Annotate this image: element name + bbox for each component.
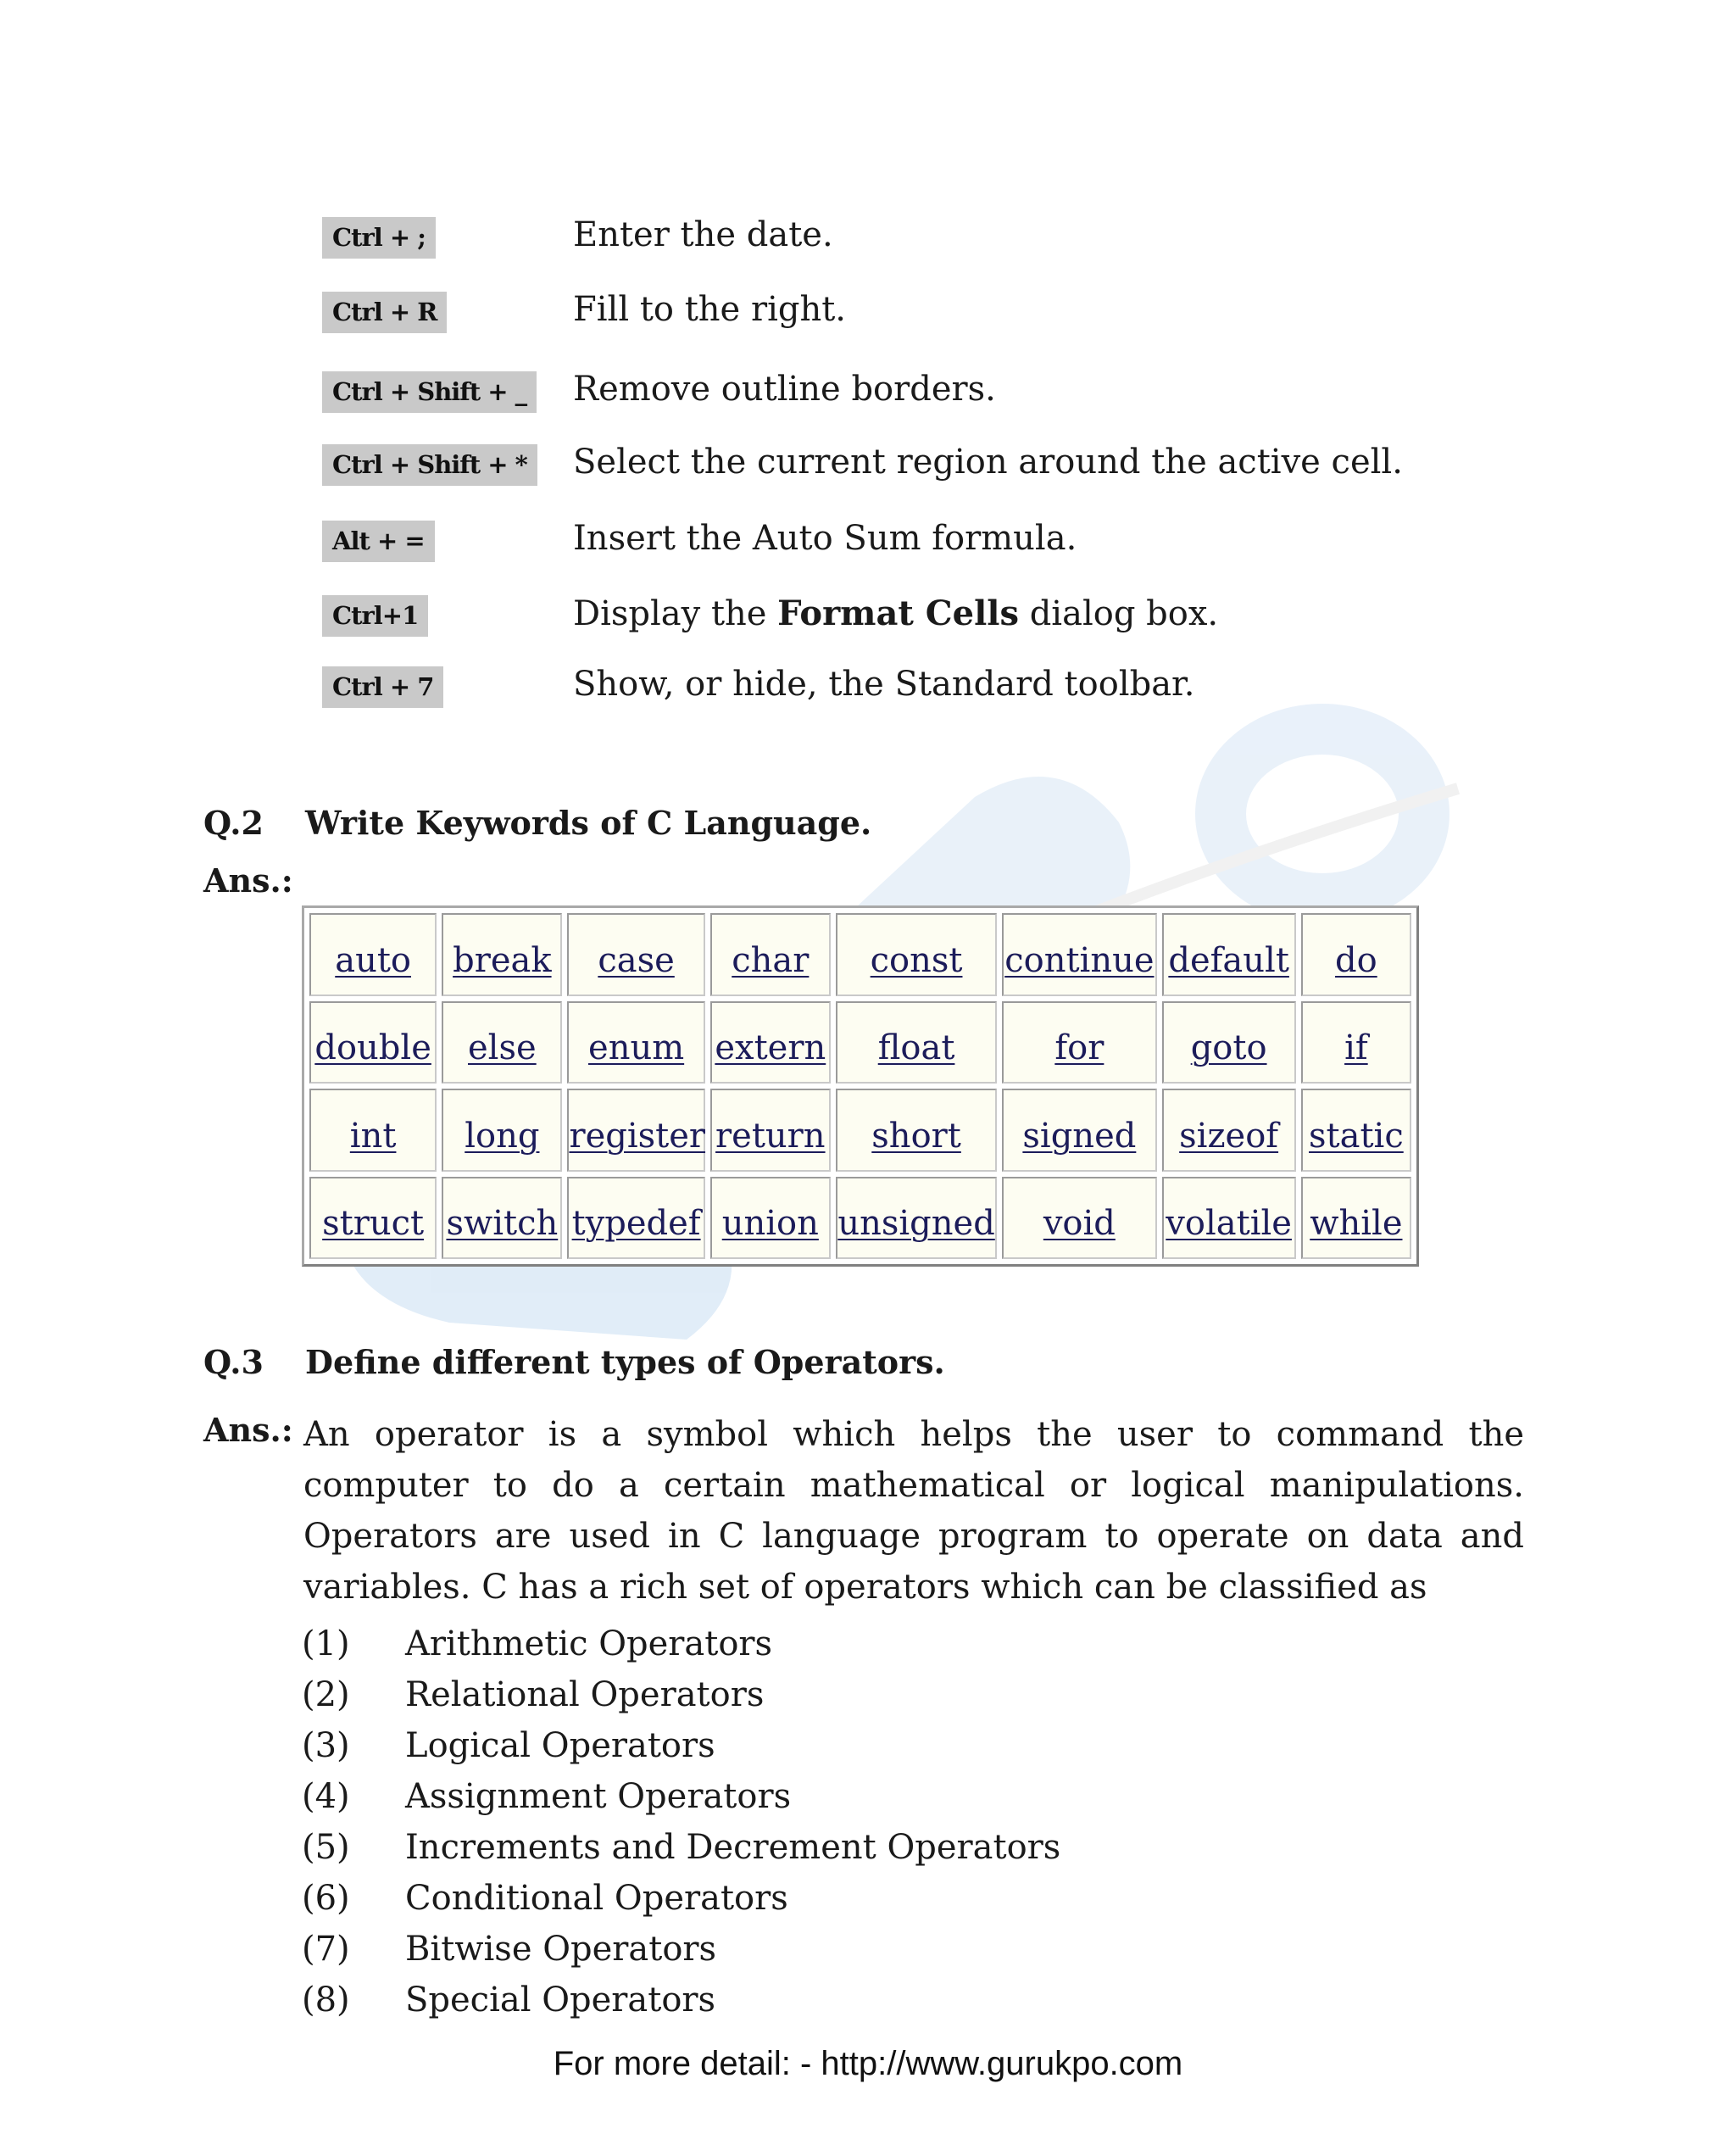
keyword-link[interactable]: short: [871, 1116, 961, 1156]
keyword-cell[interactable]: [309, 1177, 437, 1260]
shortcut-description: Select the current region around the active cell.: [573, 443, 1403, 482]
keyword-link[interactable]: union: [721, 1204, 819, 1244]
shortcut-description: Insert the Auto Sum formula.: [573, 519, 1077, 558]
shortcut-key: Ctrl + ;: [322, 217, 436, 259]
keyword-link[interactable]: return: [715, 1116, 826, 1156]
list-number: (8): [302, 1981, 350, 2020]
keyword-link[interactable]: continue: [1004, 940, 1155, 980]
operator-name: Increments and Decrement Operators: [405, 1828, 1061, 1867]
shortcut-row: [322, 439, 1594, 490]
format-cells-label: Format Cells: [777, 593, 1019, 633]
keyword-cell[interactable]: [1162, 913, 1296, 996]
shortcut-key: Ctrl+1: [322, 595, 428, 637]
keyword-row: [309, 913, 1411, 996]
keyword-cell[interactable]: [309, 1001, 437, 1084]
keyword-link[interactable]: case: [598, 940, 675, 980]
keyword-link[interactable]: volatile: [1166, 1204, 1292, 1244]
q3-answer-text: An operator is a symbol which helps the user to command the computer to do a certain mathematical or logical manipulations. Operators are used in C language program to operate on data and variables. C has a rich set of operators which can be classified as: [303, 1415, 1524, 1607]
keyword-row: [309, 1001, 1411, 1084]
shortcut-key: Ctrl + 7: [322, 666, 443, 708]
shortcut-description-post: dialog box.: [1018, 594, 1219, 633]
operator-name: Arithmetic Operators: [405, 1624, 773, 1663]
operator-name: Logical Operators: [405, 1726, 715, 1765]
shortcut-description-pre: Display the: [573, 594, 778, 633]
keyword-cell[interactable]: [836, 1089, 997, 1172]
keyword-link[interactable]: extern: [715, 1028, 826, 1068]
keyword-link[interactable]: struct: [322, 1204, 425, 1244]
shortcut-key: Ctrl + Shift + _: [322, 371, 537, 413]
keyword-cell[interactable]: [309, 1089, 437, 1172]
keyword-link[interactable]: auto: [335, 940, 411, 980]
keyword-link[interactable]: break: [453, 940, 552, 980]
keyword-row: [309, 1089, 1411, 1172]
keyword-link[interactable]: float: [877, 1028, 955, 1068]
shortcut-description: Fill to the right.: [573, 290, 847, 329]
shortcut-row: [322, 212, 1594, 263]
list-number: (1): [302, 1624, 350, 1663]
shortcut-row: [322, 366, 1594, 417]
keyword-cell[interactable]: [836, 1177, 997, 1260]
list-number: (5): [302, 1828, 350, 1867]
keyword-cell[interactable]: [442, 1089, 562, 1172]
list-number: (4): [302, 1777, 350, 1816]
keyword-cell[interactable]: [1002, 1001, 1156, 1084]
operator-name: Assignment Operators: [405, 1777, 792, 1816]
list-number: (3): [302, 1726, 350, 1765]
keyword-cell[interactable]: [1162, 1177, 1296, 1260]
keyword-link[interactable]: void: [1043, 1204, 1116, 1244]
c-keywords-table: [302, 905, 1419, 1267]
keyword-link[interactable]: char: [732, 940, 810, 980]
keyword-link[interactable]: if: [1344, 1028, 1368, 1068]
keyword-cell[interactable]: [442, 913, 562, 996]
keyword-link[interactable]: enum: [588, 1028, 685, 1068]
keyword-cell[interactable]: [1162, 1001, 1296, 1084]
keyword-cell[interactable]: [1002, 913, 1156, 996]
keyword-cell[interactable]: [567, 913, 704, 996]
shortcut-key: Ctrl + Shift + *: [322, 444, 537, 486]
keyword-cell[interactable]: [1162, 1089, 1296, 1172]
keyword-cell[interactable]: [1301, 913, 1411, 996]
keyword-link[interactable]: const: [870, 940, 963, 980]
keyword-cell[interactable]: [710, 1177, 831, 1260]
list-number: (7): [302, 1930, 350, 1969]
shortcut-key: Ctrl + R: [322, 292, 447, 333]
q2-answer-label: Ans.:: [203, 861, 293, 900]
list-number: (6): [302, 1879, 350, 1918]
keyword-link[interactable]: typedef: [571, 1204, 701, 1244]
keyword-cell[interactable]: [710, 1089, 831, 1172]
keyword-link[interactable]: signed: [1022, 1116, 1137, 1156]
keyword-link[interactable]: register: [569, 1116, 706, 1156]
keyword-link[interactable]: goto: [1190, 1028, 1267, 1068]
keyword-link[interactable]: long: [465, 1116, 540, 1156]
keyword-cell[interactable]: [836, 913, 997, 996]
q3-question: Define different types of Operators.: [305, 1343, 945, 1381]
keyword-link[interactable]: static: [1309, 1116, 1404, 1156]
q2-question: Write Keywords of C Language.: [305, 804, 872, 842]
shortcut-row: [322, 515, 1594, 566]
keyword-cell[interactable]: [567, 1001, 704, 1084]
keyword-cell[interactable]: [567, 1177, 704, 1260]
keyword-cell[interactable]: [1301, 1089, 1411, 1172]
keyword-row: [309, 1177, 1411, 1260]
keyword-cell[interactable]: [442, 1177, 562, 1260]
shortcut-description: [573, 593, 1218, 633]
keyword-link[interactable]: switch: [446, 1204, 559, 1244]
keyword-link[interactable]: for: [1054, 1028, 1104, 1068]
keyword-cell[interactable]: [442, 1001, 562, 1084]
shortcut-description: Remove outline borders.: [573, 370, 996, 409]
keyword-cell[interactable]: [836, 1001, 997, 1084]
keyword-link[interactable]: default: [1168, 940, 1289, 980]
q3-label: Q.3: [203, 1343, 264, 1381]
keyword-cell[interactable]: [1301, 1001, 1411, 1084]
keyword-cell[interactable]: [710, 1001, 831, 1084]
keyword-cell[interactable]: [1301, 1177, 1411, 1260]
shortcut-description: Enter the date.: [573, 215, 833, 254]
operator-name: Special Operators: [405, 1981, 716, 2020]
keyword-cell[interactable]: [710, 913, 831, 996]
keyword-cell[interactable]: [309, 913, 437, 996]
keyword-cell[interactable]: [1002, 1089, 1156, 1172]
shortcut-row: [322, 661, 1594, 712]
keyword-link[interactable]: do: [1335, 940, 1377, 980]
keyword-link[interactable]: while: [1310, 1204, 1403, 1244]
list-number: (2): [302, 1675, 350, 1714]
shortcut-row: [322, 287, 1594, 337]
shortcut-description: Show, or hide, the Standard toolbar.: [573, 665, 1195, 704]
q3-answer-label: Ans.:: [203, 1411, 293, 1449]
shortcut-row: [322, 590, 1594, 641]
keyword-link[interactable]: sizeof: [1179, 1116, 1279, 1156]
operator-name: Conditional Operators: [405, 1879, 788, 1918]
footer-link-text: For more detail: - http://www.gurukpo.com: [553, 2045, 1183, 2082]
keyword-cell[interactable]: [567, 1089, 704, 1172]
keyword-link[interactable]: int: [349, 1116, 397, 1156]
keyword-link[interactable]: double: [314, 1028, 431, 1068]
keyword-link[interactable]: unsigned: [837, 1204, 995, 1244]
operator-name: Relational Operators: [405, 1675, 765, 1714]
keyword-cell[interactable]: [1002, 1177, 1156, 1260]
operator-name: Bitwise Operators: [405, 1930, 717, 1969]
shortcut-key: Alt + =: [322, 521, 435, 562]
keyword-link[interactable]: else: [468, 1028, 537, 1068]
q2-label: Q.2: [203, 804, 264, 842]
